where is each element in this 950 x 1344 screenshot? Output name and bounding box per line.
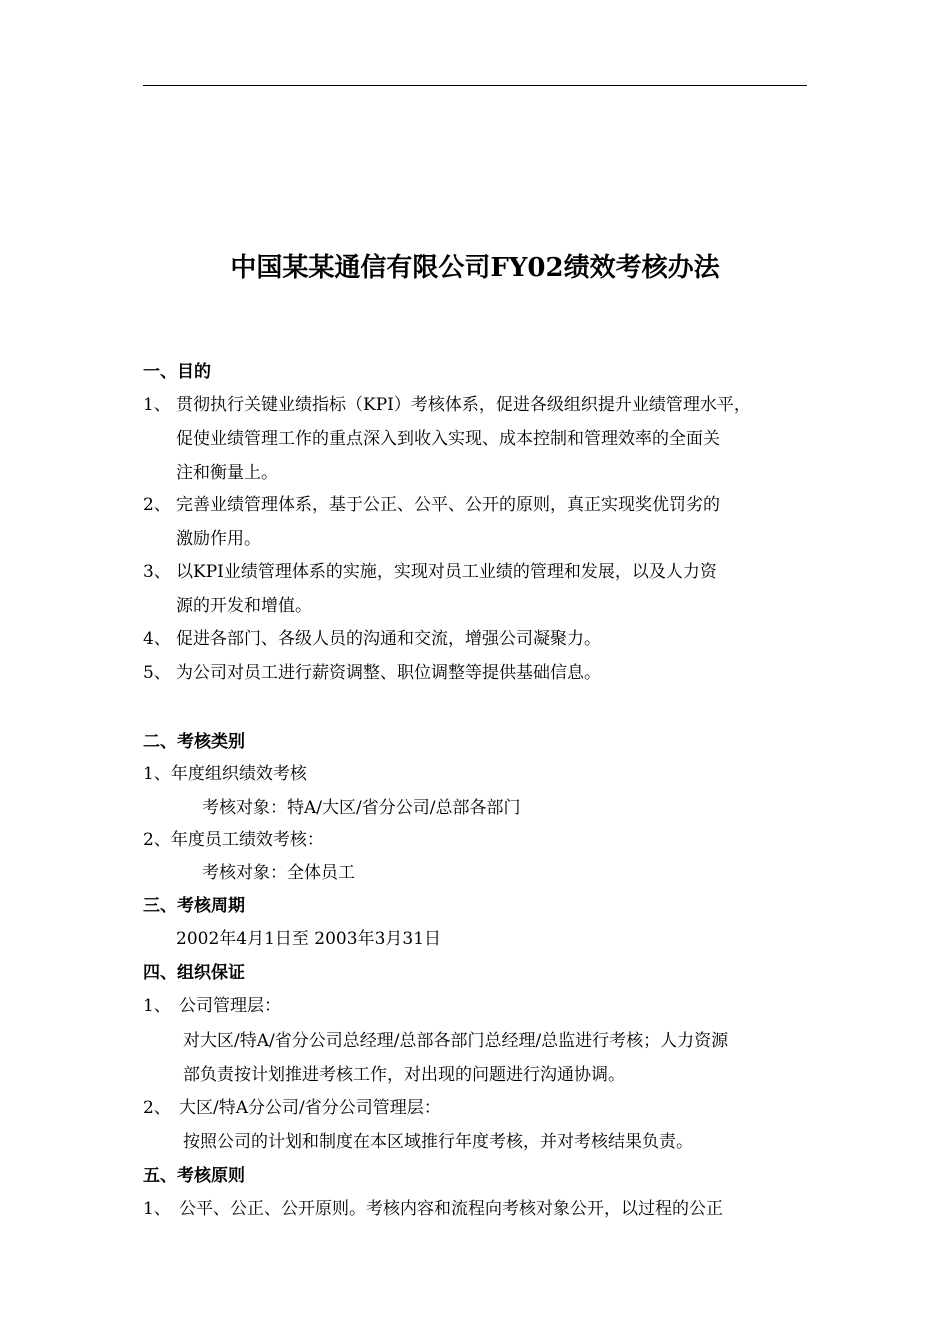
paragraph-line: 激励作用。: [176, 529, 261, 549]
paragraph-line: 对大区/特A/省分公司总经理/总部各部门总经理/总监进行考核；人力资源: [183, 1031, 729, 1051]
paragraph-line: 完善业绩管理体系，基于公正、公平、公开的原则，真正实现奖优罚劣的: [176, 495, 720, 515]
category-detail: 考核对象：特A/大区/省分公司/总部各部门: [202, 798, 521, 818]
section-heading-principles: 五、考核原则: [143, 1166, 245, 1186]
item-number: 4、: [143, 629, 171, 649]
paragraph-line: 促进各部门、各级人员的沟通和交流，增强公司凝聚力。: [176, 629, 601, 649]
paragraph-line: 按照公司的计划和制度在本区域推行年度考核，并对考核结果负责。: [183, 1132, 693, 1152]
paragraph-line: 促使业绩管理工作的重点深入到收入实现、成本控制和管理效率的全面关: [176, 429, 720, 449]
item-number: 1、: [143, 996, 171, 1016]
item-number: 1、: [143, 395, 171, 415]
paragraph-line: 贯彻执行关键业绩指标（KPI）考核体系，促进各级组织提升业绩管理水平，: [176, 395, 751, 415]
item-title: 大区/特A分公司/省分公司管理层：: [179, 1098, 441, 1118]
item-number: 3、: [143, 562, 171, 582]
section-heading-organization: 四、组织保证: [143, 963, 245, 983]
item-title: 公司管理层：: [179, 996, 281, 1016]
section-heading-categories: 二、考核类别: [143, 732, 245, 752]
category-item: 2、年度员工绩效考核：: [143, 830, 324, 850]
item-number: 2、: [143, 1098, 171, 1118]
paragraph-line: 公平、公正、公开原则。考核内容和流程向考核对象公开，以过程的公正: [179, 1199, 723, 1219]
section-heading-period: 三、考核周期: [143, 896, 245, 916]
paragraph-line: 部负责按计划推进考核工作，对出现的问题进行沟通协调。: [183, 1065, 625, 1085]
item-number: 1、: [143, 1199, 171, 1219]
period-text: 2002年4月1日至 2003年3月31日: [176, 929, 442, 949]
document-title: 中国某某通信有限公司FY02绩效考核办法: [230, 253, 720, 283]
category-detail: 考核对象：全体员工: [202, 863, 355, 883]
paragraph-line: 以KPI业绩管理体系的实施，实现对员工业绩的管理和发展，以及人力资: [176, 562, 717, 582]
paragraph-line: 为公司对员工进行薪资调整、职位调整等提供基础信息。: [176, 663, 601, 683]
section-heading-purpose: 一、目的: [143, 362, 211, 382]
header-rule: [143, 85, 807, 86]
paragraph-line: 源的开发和增值。: [176, 596, 312, 616]
category-item: 1、年度组织绩效考核: [143, 764, 307, 784]
paragraph-line: 注和衡量上。: [176, 463, 278, 483]
item-number: 5、: [143, 663, 171, 683]
item-number: 2、: [143, 495, 171, 515]
